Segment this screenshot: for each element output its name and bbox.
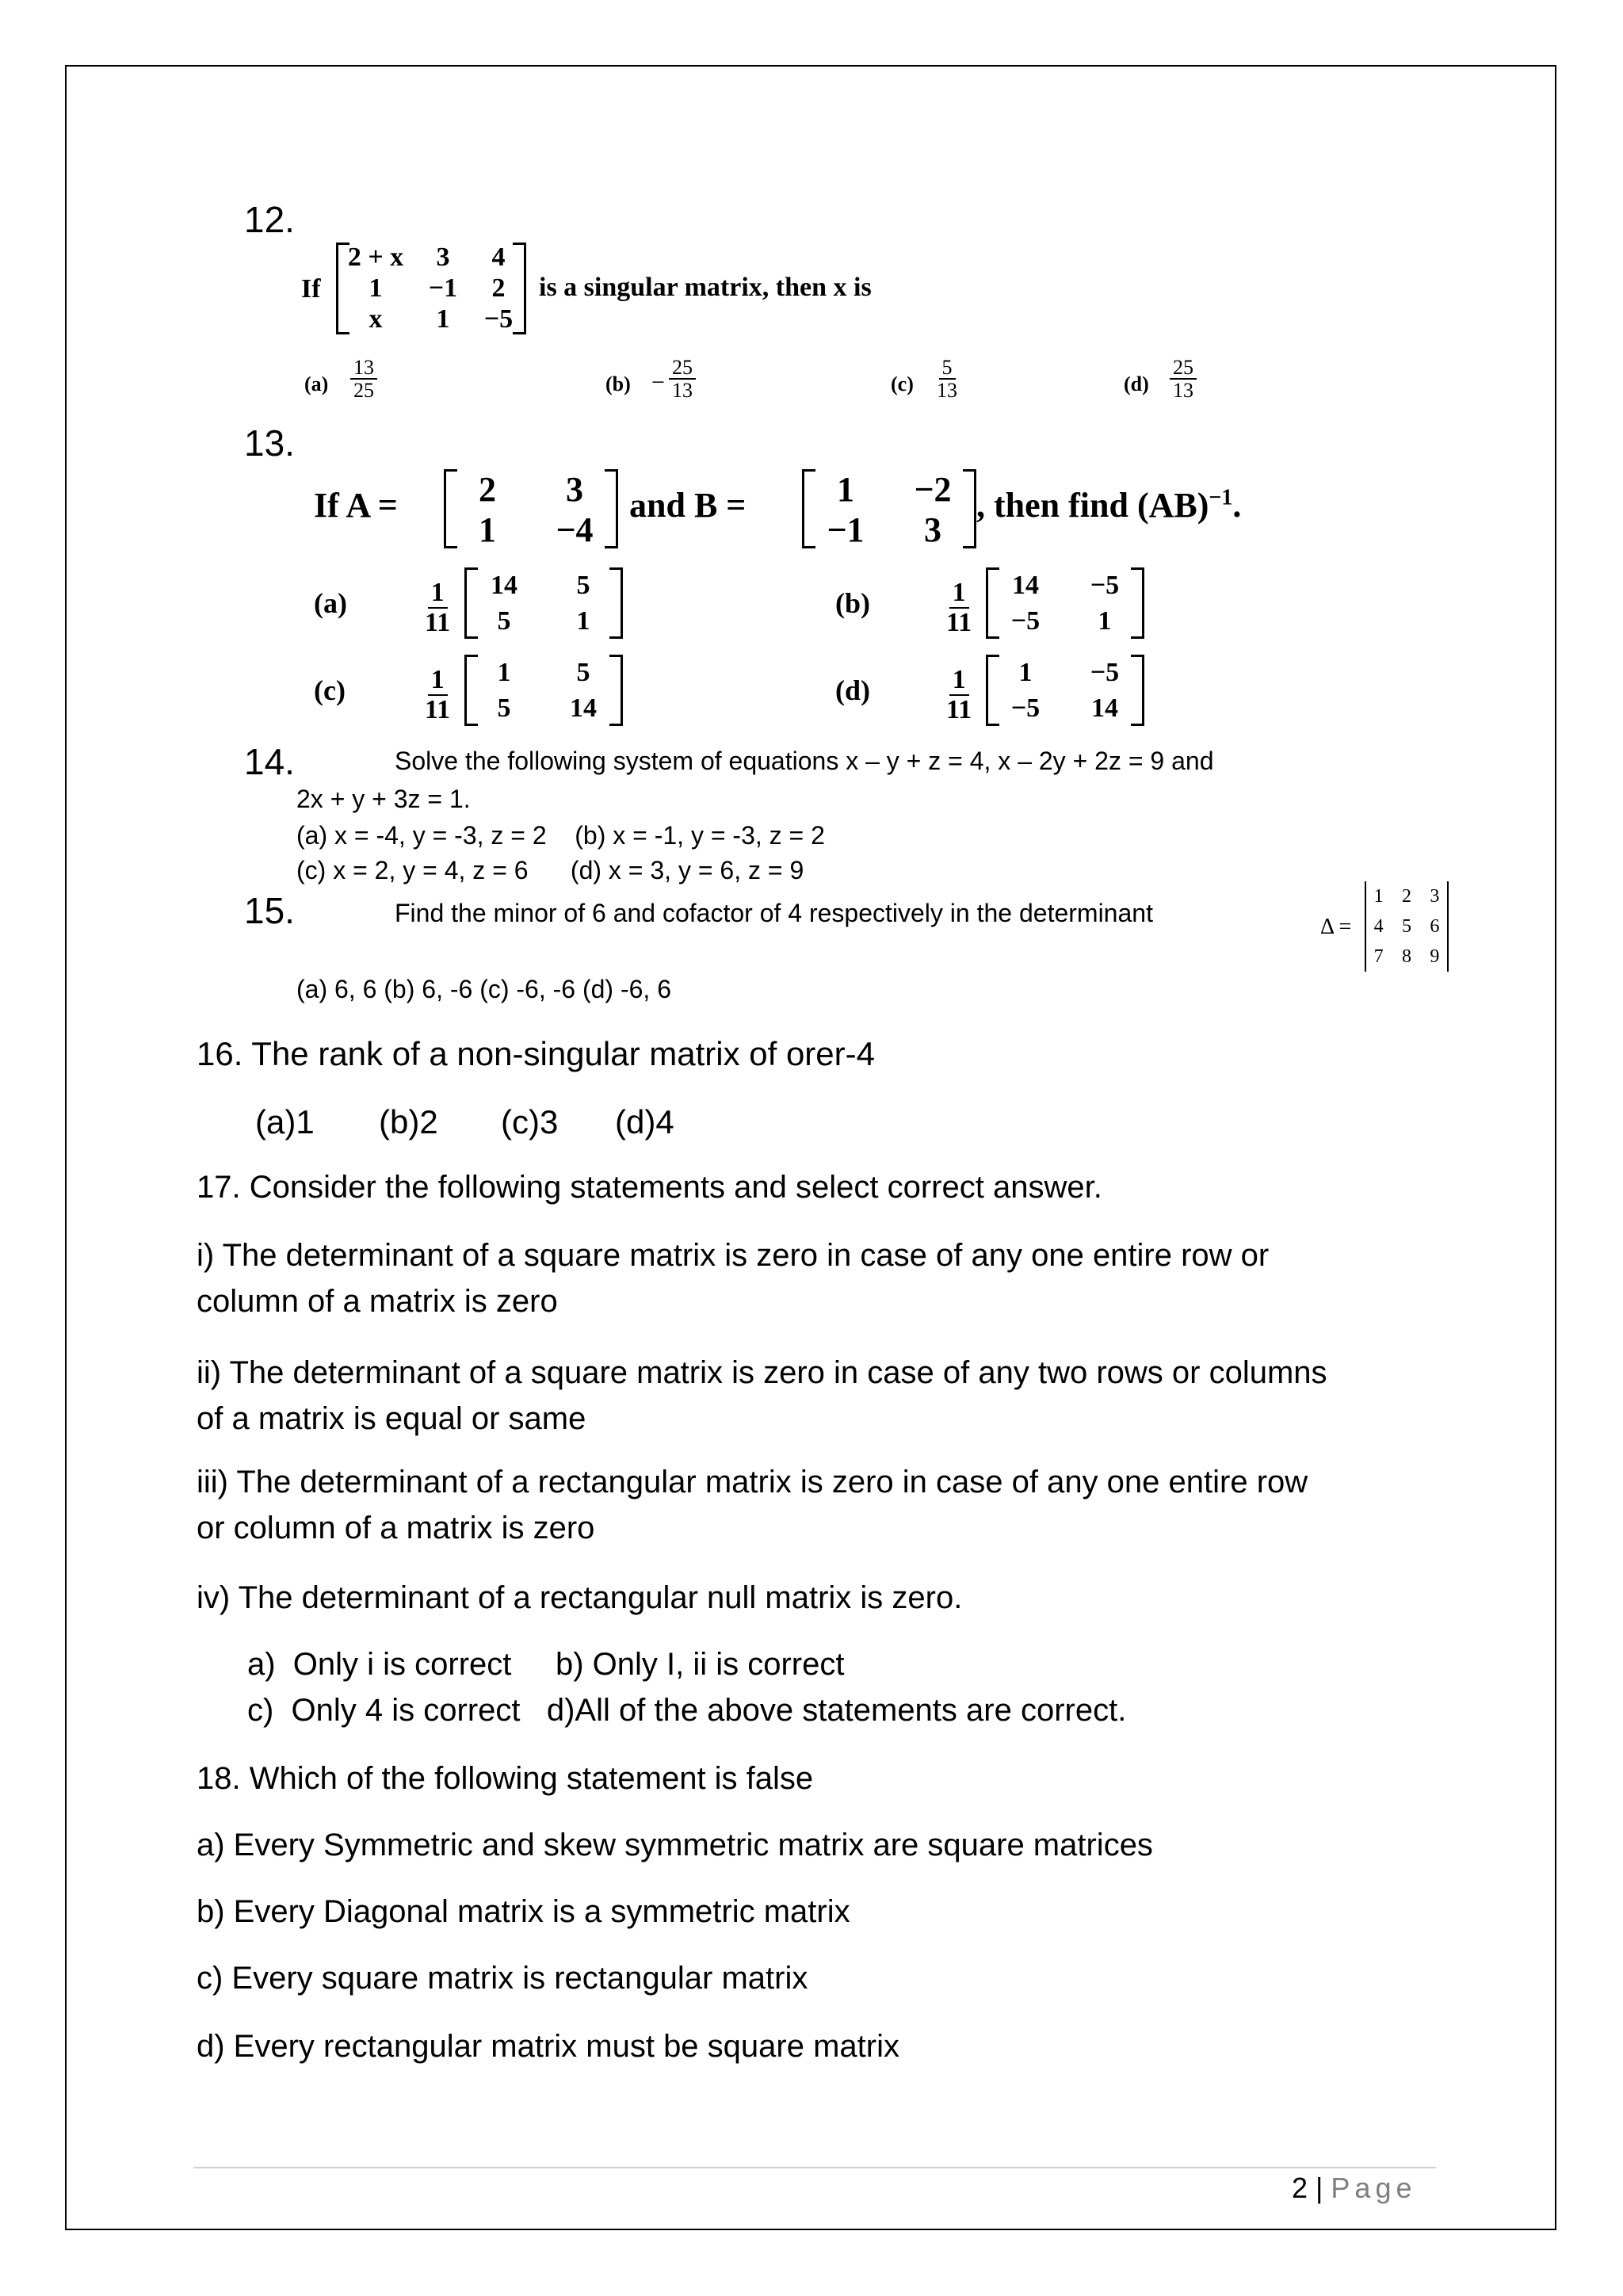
q14-number: 14. xyxy=(244,741,295,782)
q13-matrix-b-cell-1-0: −1 xyxy=(827,510,865,549)
q12-option-num-1: 25 xyxy=(669,357,696,380)
q13-option-matrix-3 xyxy=(986,655,1144,726)
q13-option-matrix-1 xyxy=(986,567,1144,639)
q16-option-0: (a)1 xyxy=(255,1103,315,1140)
q13-option-num-3: 1 xyxy=(949,666,969,696)
q18-b: b) Every Diagonal matrix is a symmetric matrix xyxy=(197,1894,850,1929)
q12-option-den-1: 13 xyxy=(672,379,693,403)
q16-option-2: (c)3 xyxy=(501,1103,559,1140)
q13-matrix-b xyxy=(802,469,976,548)
page-footer xyxy=(1292,2172,1417,2205)
q13-option-3-cell-0-1: −5 xyxy=(1090,657,1120,687)
bracket-right xyxy=(1131,655,1144,726)
q13-option-0-cell-0-0: 14 xyxy=(491,570,517,600)
q13-option-label-2: (c) xyxy=(314,674,346,706)
q17-opt-c: c) Only 4 is correct d)All of the above statements are correct. xyxy=(247,1693,1127,1728)
q13-option-den-1: 11 xyxy=(946,607,972,637)
q13-option-den-2: 11 xyxy=(425,694,451,724)
q13-option-num-0: 1 xyxy=(428,579,448,609)
q12-text: is a singular matrix, then x is xyxy=(539,273,872,302)
bracket-left xyxy=(986,567,999,639)
q14-line1: Solve the following system of equations x – y + z = 4, x – 2y + 2z = 9 and xyxy=(395,747,1214,775)
q13-sup: −1 xyxy=(1209,485,1233,510)
q16-option-1: (b)2 xyxy=(379,1103,438,1140)
q12-matrix-cell-1-0: 1 xyxy=(369,273,383,303)
q15-det-cell-1-2: 6 xyxy=(1430,915,1440,937)
q15-delta: Δ = xyxy=(1320,915,1352,939)
q12-option-num-3: 25 xyxy=(1170,357,1197,380)
page-number: 2 xyxy=(1292,2172,1308,2204)
q13-matrix-b-cell-0-1: −2 xyxy=(914,470,952,509)
q13-option-label-1: (b) xyxy=(835,587,870,619)
q13-option-3-cell-0-0: 1 xyxy=(1018,657,1033,687)
q17-opt-a: a) Only i is correct b) Only I, ii is correct xyxy=(247,1647,845,1682)
q13-option-label-0: (a) xyxy=(314,587,347,619)
q17-s3a: iii) The determinant of a rectangular matrix is zero in case of any one entire row xyxy=(197,1465,1308,1499)
q12-option-sign-1: − xyxy=(651,369,665,395)
q13-option-0-cell-1-1: 1 xyxy=(576,606,590,636)
bracket-left xyxy=(986,655,999,726)
q12-matrix-cell-0-2: 4 xyxy=(491,243,506,273)
q18-c: c) Every square matrix is rectangular matrix xyxy=(197,1961,808,1996)
q18-a: a) Every Symmetric and skew symmetric matrix are square matrices xyxy=(197,1828,1153,1862)
q17-s1a: i) The determinant of a square matrix is zero in case of any one entire row or xyxy=(197,1238,1270,1273)
q12-if: If xyxy=(301,274,321,304)
q12-option-den-3: 13 xyxy=(1173,379,1193,403)
q12-option-fraction-2 xyxy=(937,357,957,402)
footer-rule xyxy=(193,2167,1436,2168)
q13-option-1-cell-0-0: 14 xyxy=(1012,570,1039,600)
q13-option-fraction-3 xyxy=(946,666,972,724)
q12-option-num-2: 5 xyxy=(939,357,956,380)
q13-option-den-3: 11 xyxy=(946,694,972,724)
q12-matrix xyxy=(336,243,526,334)
q15-det-cell-2-0: 7 xyxy=(1373,946,1384,967)
q12-option-fraction-3 xyxy=(1170,357,1197,402)
q14-line3: (a) x = -4, y = -3, z = 2 (b) x = -1, y = -3, z = 2 xyxy=(296,821,825,850)
q13-option-3-cell-1-1: 14 xyxy=(1091,693,1118,723)
q12-matrix-cell-2-0: x xyxy=(369,304,383,334)
q14-line2: 2x + y + 3z = 1. xyxy=(296,785,471,813)
q16-option-3: (d)4 xyxy=(615,1103,674,1140)
q13-matrix-a xyxy=(444,469,618,548)
q13-option-1-cell-1-0: −5 xyxy=(1010,606,1041,636)
q17-text: 17. Consider the following statements and select correct answer. xyxy=(197,1170,1102,1205)
q13-option-2-cell-0-1: 5 xyxy=(576,657,590,687)
q13-option-2-cell-1-1: 14 xyxy=(570,693,597,723)
q18-text: 18. Which of the following statement is false xyxy=(197,1761,814,1796)
q13-option-fraction-1 xyxy=(946,579,972,636)
q13-option-fraction-0 xyxy=(425,579,450,636)
q12-option-num-0: 13 xyxy=(350,357,377,380)
q13-if-a: If A = xyxy=(314,486,398,525)
q13-option-0-cell-1-0: 5 xyxy=(497,606,511,636)
q12-matrix-cell-1-2: 2 xyxy=(491,273,506,303)
q13-matrix-a-cell-0-1: 3 xyxy=(566,470,583,509)
q15-options: (a) 6, 6 (b) 6, -6 (c) -6, -6 (d) -6, 6 xyxy=(296,975,671,1003)
q13-option-2-cell-1-0: 5 xyxy=(497,693,511,723)
q13-then-text: , then find (AB) xyxy=(976,486,1209,525)
q12-matrix-cell-0-0: 2 + x xyxy=(347,243,404,273)
q13-number: 13. xyxy=(244,422,295,464)
q12-option-fraction-1 xyxy=(669,357,696,402)
q13-option-matrix-0 xyxy=(464,567,623,639)
q12-option-label-2: (c) xyxy=(891,372,914,395)
page-separator: | xyxy=(1316,2172,1323,2204)
q13-option-2-cell-0-0: 1 xyxy=(497,657,511,687)
q17-s3b: or column of a matrix is zero xyxy=(197,1511,595,1545)
bracket-left xyxy=(464,567,478,639)
q12-matrix-cell-0-1: 3 xyxy=(436,243,450,273)
q12-option-den-0: 25 xyxy=(353,379,374,403)
q12-number: 12. xyxy=(244,199,295,240)
q15-det-cell-1-0: 4 xyxy=(1373,915,1384,937)
q14-line4: (c) x = 2, y = 4, z = 6 (d) x = 3, y = 6, z = 9 xyxy=(296,856,804,884)
q13-matrix-a-cell-0-0: 2 xyxy=(479,470,496,509)
q17-s2b: of a matrix is equal or same xyxy=(197,1401,586,1436)
q15-det-cell-2-2: 9 xyxy=(1430,946,1440,967)
q13-option-num-1: 1 xyxy=(949,579,969,609)
q13-matrix-b-cell-0-0: 1 xyxy=(837,470,854,509)
q13-and-b: and B = xyxy=(629,486,747,525)
q15-det-cell-1-1: 5 xyxy=(1401,915,1411,937)
q13-matrix-a-cell-1-1: −4 xyxy=(556,510,594,549)
q12-option-label-1: (b) xyxy=(605,372,631,395)
q17-s4: iv) The determinant of a rectangular null matrix is zero. xyxy=(197,1580,963,1615)
bracket-right xyxy=(609,567,623,639)
q15-determinant xyxy=(1365,881,1449,972)
q13-option-1-cell-0-1: −5 xyxy=(1090,570,1120,600)
q13-option-fraction-2 xyxy=(425,666,450,724)
q12-matrix-cell-2-2: −5 xyxy=(483,304,514,334)
q12-option-fraction-0 xyxy=(350,357,377,402)
q15-det-cell-0-1: 2 xyxy=(1401,885,1411,907)
q13-option-den-0: 11 xyxy=(425,607,451,637)
q12-matrix-cell-2-1: 1 xyxy=(436,304,450,334)
q13-then xyxy=(976,485,1241,525)
q13-period: . xyxy=(1232,486,1242,525)
q13-matrix-a-cell-1-0: 1 xyxy=(479,510,496,549)
q15-number: 15. xyxy=(244,890,295,931)
q13-option-0-cell-0-1: 5 xyxy=(576,570,590,600)
q12-option-label-3: (d) xyxy=(1124,372,1149,395)
q13-matrix-b-cell-1-1: 3 xyxy=(924,510,941,549)
page-label: Page xyxy=(1331,2172,1417,2204)
q18-d: d) Every rectangular matrix must be square matrix xyxy=(197,2029,899,2064)
q15-det-cell-0-2: 3 xyxy=(1430,885,1440,907)
bracket-left xyxy=(464,655,478,726)
q13-option-label-3: (d) xyxy=(835,674,870,706)
q17-s1b: column of a matrix is zero xyxy=(197,1284,558,1319)
bracket-right xyxy=(609,655,623,726)
bracket-right xyxy=(1131,567,1144,639)
q13-option-matrix-2 xyxy=(464,655,623,726)
q15-det-cell-0-0: 1 xyxy=(1373,885,1384,907)
q12-option-den-2: 13 xyxy=(937,379,957,403)
q12-matrix-cell-1-1: −1 xyxy=(428,273,458,303)
q16-text: 16. The rank of a non-singular matrix of orer-4 xyxy=(197,1035,875,1072)
q17-s2a: ii) The determinant of a square matrix is zero in case of any two rows or columns xyxy=(197,1355,1327,1390)
q15-text: Find the minor of 6 and cofactor of 4 respectively in the determinant xyxy=(395,899,1153,927)
q13-option-1-cell-1-1: 1 xyxy=(1098,606,1112,636)
q15-det-cell-2-1: 8 xyxy=(1401,946,1411,967)
q13-option-3-cell-1-0: −5 xyxy=(1010,693,1041,723)
q13-option-num-2: 1 xyxy=(428,666,448,696)
q12-option-label-0: (a) xyxy=(304,372,329,395)
